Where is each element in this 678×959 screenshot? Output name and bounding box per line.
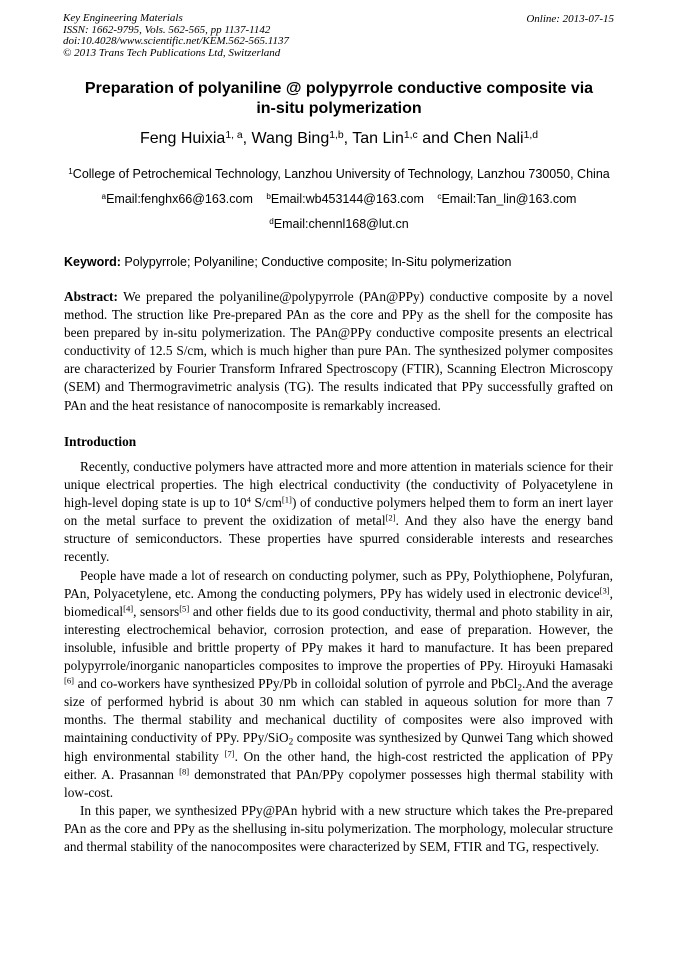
paragraph-text: composite was synthesized by Qunwei Tang which showed high environmental stability (64, 730, 613, 764)
citation-ref[interactable]: [4] (123, 603, 134, 614)
author-separator: , (242, 130, 252, 147)
citation-ref[interactable]: [3] (599, 585, 610, 596)
citation-ref[interactable]: [2] (385, 512, 396, 523)
paragraph-text: and co-workers have synthesized PPy/Pb in colloidal solution of pyrrole and PbCl (74, 676, 518, 692)
email-text: Email:fenghx66@163.com (106, 192, 253, 206)
email-mark: b (266, 191, 271, 201)
author-separator: , (343, 130, 353, 147)
author-name: Feng Huixia (139, 130, 226, 147)
author-affiliation-mark: 1, a (225, 129, 243, 141)
paragraph-text: demonstrated that PAn/PPy copolymer possesses high thermal stability with low-cost. (64, 766, 613, 800)
email-text: Email:chennl168@lut.cn (273, 217, 409, 231)
email-list (0, 192, 678, 206)
author-name: Tan Lin (352, 130, 404, 147)
paragraph-text: People have made a lot of research on conducting polymer, such as PPy, Polythiophene, Polyfuran, PAn, Polyacetylene, etc. Among the conducting polymers, PPy has widely used in electronic device (64, 567, 613, 601)
paragraph-text: In this paper, we synthesized PPy@PAn hybrid with a new structure which takes the Pre-prepared PAn as the core and PPy as the shellusing in-situ polymerization. The morphology, molecular structure and thermal stability of the nanocomposites were characterized by SEM, FTIR and TG, respectively. (64, 802, 613, 854)
citation-ref[interactable]: [8] (179, 766, 190, 777)
abstract-text: We prepared the polyaniline@polypyrrole (PAn@PPy) conductive composite by a novel method. The struction like Pre-prepared PAn as the core and PPy as the shell for the composite has been prepared by in-situ polymerization. The PAn@PPy conductive composite presents an electrical conductivity of 12.5 S/cm, which is much higher than pure PAn. The synthesized polymer composites are characterized by Fourier Transform Infrared Spectroscopy (FTIR), Scanning Electron Microscopy (SEM) and Thermogravimetric analysis (TG). The results indicated that PPy successfully grafted on PAn and the heat resistance of nanocomposite is remarkably increased. (64, 289, 613, 413)
author-affiliation-mark: 1,c (403, 129, 418, 141)
affiliation (0, 167, 678, 181)
doi-link[interactable]: doi:10.4028/www.scientific.net/KEM.562-565.1137 (63, 35, 289, 47)
email-mark: c (437, 191, 442, 201)
author-name: Wang Bing (251, 130, 330, 147)
paragraph-text: . On the other hand, the high-cost restricted the application of PPy either. A. Prasannan (64, 748, 613, 782)
paragraph-text: , biomedical (64, 585, 613, 619)
section-heading-introduction: Introduction (64, 434, 137, 449)
email-c[interactable] (437, 192, 576, 206)
subscript: 2 (288, 737, 294, 748)
abstract (64, 288, 613, 415)
email-d[interactable] (0, 217, 678, 231)
journal-header (63, 13, 289, 59)
paragraph-text: , sensors (133, 603, 180, 619)
email-text: Email:wb453144@163.com (270, 192, 424, 206)
citation-ref[interactable]: [7] (224, 748, 235, 759)
keywords (64, 255, 511, 269)
paper-title (0, 79, 678, 119)
email-mark: d (269, 216, 274, 226)
title-line-1: Preparation of polyaniline @ polypyrrole conductive composite via (84, 80, 594, 97)
author-affiliation-mark: 1,b (329, 129, 344, 141)
keywords-label: Keyword: (64, 255, 121, 269)
online-date: Online: 2013-07-15 (526, 13, 614, 25)
keywords-text: Polypyrrole; Polyaniline; Conductive composite; In-Situ polymerization (120, 255, 512, 269)
introduction-body (64, 458, 613, 856)
subscript: 2 (517, 683, 523, 694)
paragraph-text: and other fields due to its good conductivity, thermal and photo stability in air, interesting electrochemical behavior, corrosion protection, and ease of preparation. However, the insoluble, infusible and brittle property of PPy makes it hard to manufacture. It has been prepared polypyrrole/inorganic nanoparticles composites to improve the properties of PPy. Hiroyuki Hamasaki (64, 603, 613, 674)
paragraph-text: .And the average size of performed hybrid is about 30 nm which can stabled in aqueous solution for more than 7 months. The thermal stability and mechanical ductility of composites were also improved with maintaining conductivity of PPy. PPy/SiO (64, 676, 613, 746)
paragraph-text: ) of conductive polymers helped them to form an inert layer on the metal surface to prevent the oxidization of metal (64, 495, 613, 529)
citation-ref[interactable]: [1] (281, 494, 292, 505)
email-b[interactable] (266, 192, 424, 206)
email-mark: a (101, 191, 107, 201)
paragraph-text: . And they also have the energy band structure of semiconductors. These properties have spurred considerable interests and researches recently. (64, 513, 613, 565)
citation-ref[interactable]: [6] (64, 675, 75, 686)
affiliation-mark: 1 (68, 166, 73, 176)
paragraph (64, 567, 613, 802)
issn: ISSN: 1662-9795, Vols. 562-565, pp 1137-1142 (63, 23, 271, 36)
author-name: Chen Nali (453, 130, 524, 147)
email-a[interactable] (102, 192, 253, 206)
paragraph-text: Recently, conductive polymers have attracted more and more attention in materials science for their unique electrical properties. The high electrical conductivity (the conductivity of Polyacetylene in high-level doping state is up to 10 (64, 459, 613, 511)
paragraph (64, 802, 613, 856)
journal-name: Key Engineering Materials (63, 12, 183, 24)
author-list (0, 130, 678, 148)
paragraph-text: S/cm (250, 495, 282, 511)
citation-ref[interactable]: [5] (179, 603, 190, 614)
abstract-label: Abstract: (64, 289, 118, 304)
copyright: © 2013 Trans Tech Publications Ltd, Switzerland (63, 46, 281, 59)
paragraph (64, 458, 613, 567)
superscript: 4 (246, 494, 251, 505)
affiliation-text: College of Petrochemical Technology, Lanzhou University of Technology, Lanzhou 730050, China (72, 167, 610, 181)
title-line-2: in-situ polymerization (256, 100, 422, 117)
email-text: Email:Tan_lin@163.com (441, 192, 577, 206)
author-affiliation-mark: 1,d (523, 129, 539, 141)
author-separator: and (417, 130, 454, 147)
